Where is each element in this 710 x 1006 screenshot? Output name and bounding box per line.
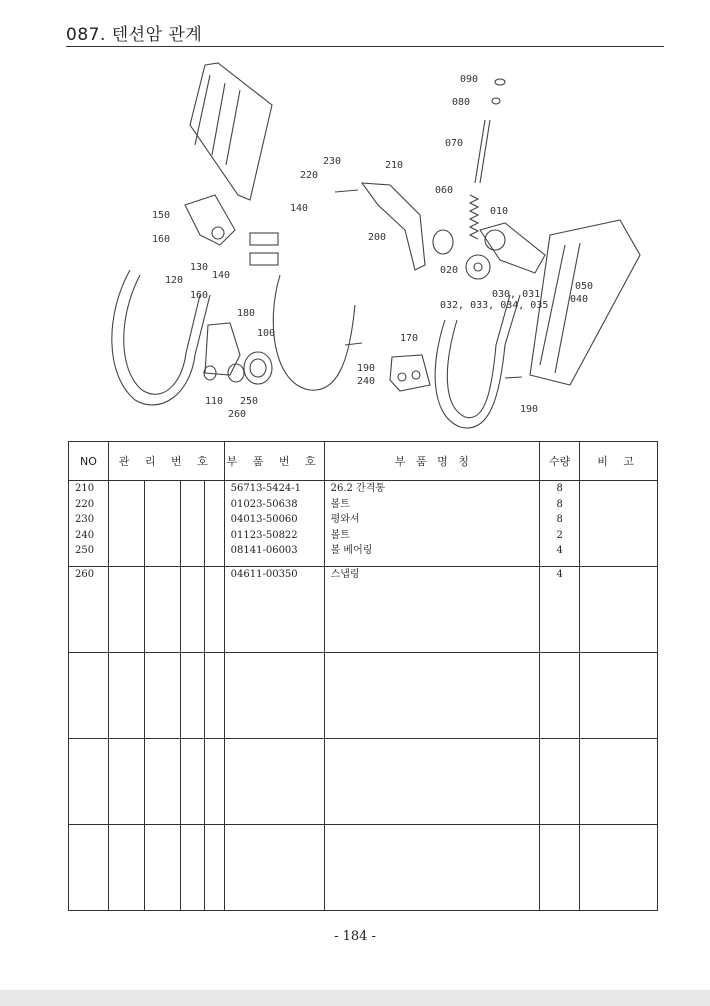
callout-label: 170	[400, 333, 419, 344]
callout-label: 070	[445, 138, 464, 149]
callout-label: 250	[240, 396, 259, 407]
callout-label: 180	[237, 308, 256, 319]
page-title: 087. 텐션암 관계	[66, 25, 203, 45]
qty-cell: 4	[540, 567, 580, 653]
no-cell: 210 220 230 240 250	[69, 481, 109, 567]
header-mgmt-no: 관 리 번 호	[108, 442, 224, 481]
parts-table	[68, 441, 658, 911]
header-part-name: 부 품 명 칭	[324, 442, 540, 481]
header-remark: 비 고	[580, 442, 658, 481]
callout-label: 080	[452, 97, 471, 108]
table-header-row	[69, 442, 658, 481]
callout-label: 130	[190, 262, 209, 273]
callout-label: 010	[490, 206, 509, 217]
callout-label: 100	[257, 328, 276, 339]
callout-label: 260	[228, 409, 247, 420]
callout-label: 240	[357, 376, 376, 387]
callout-label: 030, 031	[492, 289, 541, 300]
callout-label: 230	[323, 156, 342, 167]
callout-label: 190	[520, 404, 539, 415]
scan-edge	[0, 990, 710, 1006]
header-no: NO	[69, 442, 109, 481]
callout-label: 190	[357, 363, 376, 374]
callout-label: 200	[368, 232, 387, 243]
remark-cell	[580, 567, 658, 653]
title-rule	[66, 46, 664, 47]
no-cell: 260	[69, 567, 109, 653]
part-name-cell: 26.2 간격통 볼트 평와셔 볼트 볼 베어링	[324, 481, 540, 567]
callout-label: 110	[205, 396, 224, 407]
part-name-cell: 스냅링	[324, 567, 540, 653]
callout-label: 160	[152, 234, 171, 245]
page-number: - 184 -	[334, 929, 376, 944]
callout-label: 020	[440, 265, 459, 276]
callout-label: 140	[212, 270, 231, 281]
callout-label: 050	[575, 281, 594, 292]
header-qty: 수량	[540, 442, 580, 481]
exploded-parts-diagram	[100, 55, 660, 435]
callout-label: 120	[165, 275, 184, 286]
qty-cell: 8 8 8 2 4	[540, 481, 580, 567]
table-row-empty	[69, 653, 658, 739]
callout-label: 150	[152, 210, 171, 221]
header-part-no: 부 품 번 호	[224, 442, 324, 481]
remark-cell	[580, 481, 658, 567]
table-row	[69, 481, 658, 567]
part-no-cell: 56713-5424-1 01023-50638 04013-50060 01123-50822 08141-06003	[224, 481, 324, 567]
callout-label: 220	[300, 170, 319, 181]
callout-label: 090	[460, 74, 479, 85]
callout-label: 060	[435, 185, 454, 196]
callout-label: 160	[190, 290, 209, 301]
callout-label: 032, 033, 034, 035	[440, 300, 549, 311]
callout-label: 140	[290, 203, 309, 214]
table-row-empty	[69, 739, 658, 825]
callout-label: 210	[385, 160, 404, 171]
part-no-cell: 04611-00350	[224, 567, 324, 653]
table-row	[69, 567, 658, 653]
callout-label: 040	[570, 294, 589, 305]
table-row-empty	[69, 825, 658, 911]
